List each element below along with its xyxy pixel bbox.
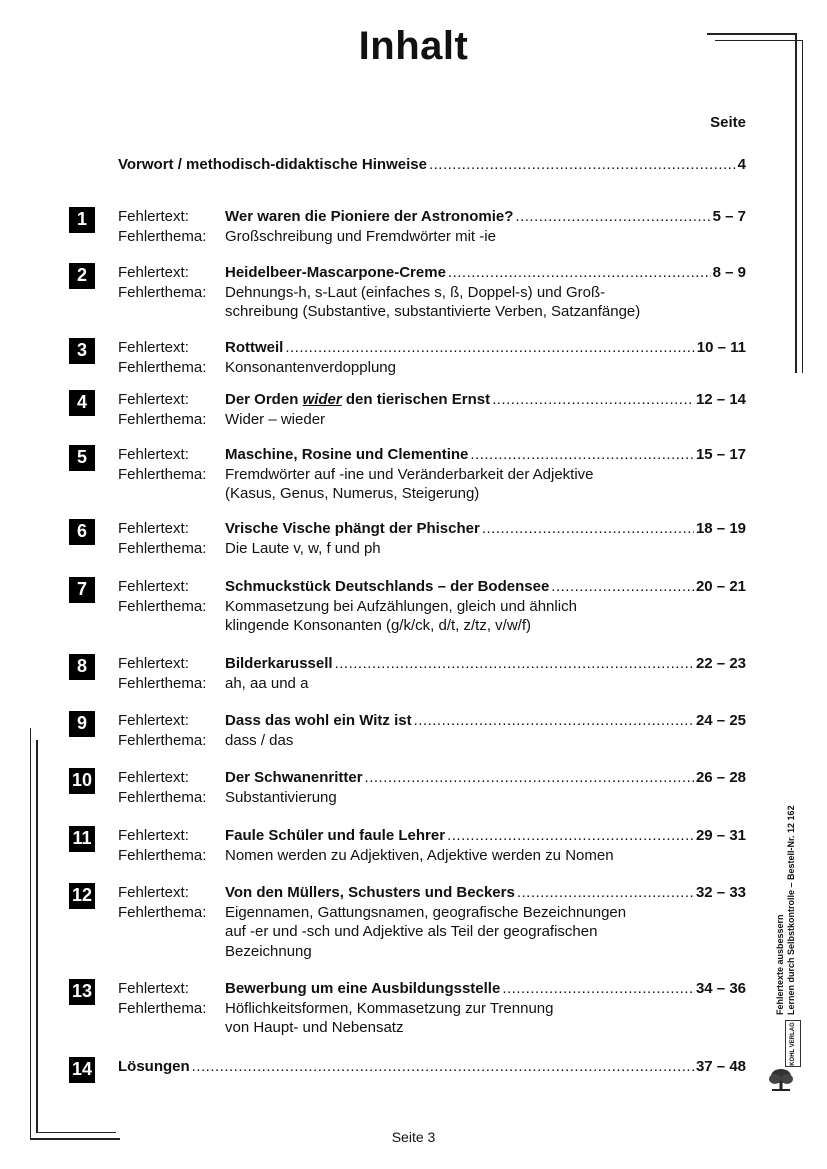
topic-line: dass / das [225,731,294,749]
fehlerthema-label: Fehlerthema: [118,788,207,806]
fehlertext-label: Fehlertext: [118,827,189,844]
fehlertext-label: Fehlertext: [118,264,189,281]
toc-entry-title: Der Schwanenritter [225,769,363,786]
topic-line: Wider – wieder [225,410,326,428]
entry-number-badge: 13 [69,979,95,1005]
toc-entry-title: Bilderkarussell [225,655,333,672]
publisher-logo-text: KOHL VERLAG [790,1021,796,1066]
page-footer: Seite 3 [391,1129,436,1145]
fehlertext-label: Fehlertext: [118,884,189,901]
entry-number-badge: 14 [69,1057,95,1083]
toc-entry-title-line[interactable] [118,1057,746,1077]
toc-leader-dots [448,263,711,283]
topic-line: Konsonantenverdopplung [225,358,396,376]
toc-entry-topic [225,846,614,866]
frame-top-right-v2 [802,40,803,373]
toc-vorwort-pages: 4 [737,156,746,173]
topic-line: auf -er und -sch und Adjektive als Teil der geografischen [225,923,598,940]
toc-entry-topic [225,731,293,751]
entry-number-badge: 9 [69,711,95,737]
toc-leader-dots [429,155,736,175]
topic-line: klingende Konsonanten (g/k/ck, d/t, z/tz, v/w/f) [225,617,531,634]
toc-leader-dots [482,519,694,539]
toc-leader-dots [551,577,694,597]
page-title: Inhalt [358,24,469,68]
toc-entry-pages: 15 – 17 [695,446,746,463]
toc-leader-dots [285,338,694,358]
toc-entry-title: Heidelbeer-Mascarpone-Creme [225,264,446,281]
entry-number-badge: 5 [69,445,95,471]
toc-entry-title-line[interactable] [225,207,746,227]
toc-leader-dots [414,711,694,731]
toc-entry-title-line[interactable] [225,826,746,846]
topic-line: Eigennamen, Gattungsnamen, geografische Bezeichnungen [225,903,627,921]
title-emphasis: wider [302,391,342,408]
toc-entry-pages: 12 – 14 [695,391,746,408]
entry-number-badge: 10 [69,768,95,794]
fehlerthema-label: Fehlerthema: [118,597,207,615]
title-part: den tierischen Ernst [341,391,491,408]
toc-entry-title: Wer waren die Pioniere der Astronomie? [225,208,514,225]
toc-entry-title-line[interactable] [225,979,746,999]
toc-leader-dots [492,390,694,410]
toc-entry-title-line[interactable] [225,390,746,410]
toc-entry-title: Bewerbung um eine Ausbildungsstelle [225,980,501,997]
fehlertext-label: Fehlertext: [118,391,189,408]
topic-line: ah, aa und a [225,674,309,692]
toc-entry-pages: 34 – 36 [695,980,746,997]
toc-leader-dots [502,979,694,999]
fehlerthema-label: Fehlerthema: [118,674,207,692]
toc-entry-pages: 5 – 7 [712,208,746,225]
topic-line: Nomen werden zu Adjektiven, Adjektive werden zu Nomen [225,846,614,864]
side-line-1: Fehlertexte ausbessern [775,914,785,1015]
entry-number-badge: 12 [69,883,95,909]
fehlerthema-label: Fehlerthema: [118,358,207,376]
toc-entry-title-line[interactable] [225,338,746,358]
fehlertext-label: Fehlertext: [118,578,189,595]
topic-line: Substantivierung [225,788,337,806]
entry-number-badge: 7 [69,577,95,603]
fehlerthema-label: Fehlerthema: [118,410,207,428]
fehlertext-label: Fehlertext: [118,712,189,729]
fehlerthema-label: Fehlerthema: [118,283,207,301]
toc-entry-title-line[interactable] [225,577,746,597]
toc-entry-topic [225,999,553,1038]
toc-leader-dots [515,207,710,227]
topic-line: Höflichkeitsformen, Kommasetzung zur Trennung [225,999,554,1017]
topic-line: Fremdwörter auf -ine und Veränderbarkeit der Adjektive [225,465,594,483]
fehlerthema-label: Fehlerthema: [118,903,207,921]
page-column-header: Seite [710,114,746,131]
toc-entry-title: Rottweil [225,339,284,356]
fehlerthema-label: Fehlerthema: [118,465,207,483]
toc-entry-topic [225,465,594,504]
toc-entry-title-line[interactable] [225,445,746,465]
entry-number-badge: 4 [69,390,95,416]
fehlerthema-label: Fehlerthema: [118,731,207,749]
toc-entry-title-line[interactable] [225,654,746,674]
topic-line: Die Laute v, w, f und ph [225,539,381,557]
toc-entry-title: Maschine, Rosine und Clementine [225,446,469,463]
entry-number-badge: 6 [69,519,95,545]
fehlertext-label: Fehlertext: [118,446,189,463]
toc-entry-title-line[interactable] [225,883,746,903]
toc-entry-pages: 37 – 48 [695,1058,746,1075]
fehlertext-label: Fehlertext: [118,339,189,356]
frame-bottom-left-v1 [30,728,31,1139]
fehlertext-label: Fehlertext: [118,520,189,537]
entry-number-badge: 3 [69,338,95,364]
fehlertext-label: Fehlertext: [118,769,189,786]
toc-leader-dots [470,445,694,465]
toc-entry-title: Von den Müllers, Schusters und Beckers [225,884,515,901]
toc-entry-pages: 22 – 23 [695,655,746,672]
toc-leader-dots [517,883,694,903]
toc-entry-topic [225,597,577,636]
fehlerthema-label: Fehlerthema: [118,999,207,1017]
toc-entry-title [225,390,490,410]
toc-entry-title: Vrische Vische phängt der Phischer [225,520,480,537]
topic-line: schreibung (Substantive, substantivierte Verben, Satzanfänge) [225,303,641,320]
toc-entry-pages: 26 – 28 [695,769,746,786]
frame-bottom-left-v2 [36,740,38,1133]
fehlerthema-label: Fehlerthema: [118,539,207,557]
entry-number-badge: 1 [69,207,95,233]
side-line-2: Lernen durch Selbstkontrolle – Bestell-Nr. 12 162 [786,805,796,1015]
toc-entry-topic [225,227,496,247]
fehlerthema-label: Fehlerthema: [118,227,207,245]
fehlertext-label: Fehlertext: [118,980,189,997]
topic-line: Bezeichnung [225,942,312,960]
entry-number-badge: 2 [69,263,95,289]
toc-entry-topic [225,539,381,559]
fehlerthema-label: Fehlerthema: [118,846,207,864]
tree-logo-icon [768,1068,794,1092]
toc-entry-title: Schmuckstück Deutschlands – der Bodensee [225,578,550,595]
topic-line: (Kasus, Genus, Numerus, Steigerung) [225,485,480,502]
toc-entry-pages: 29 – 31 [695,827,746,844]
publisher-logo [785,1020,801,1067]
toc-entry-topic [225,410,325,430]
title-part: Der Orden [225,391,303,408]
toc-entry-pages: 20 – 21 [695,578,746,595]
toc-leader-dots [447,826,694,846]
toc-vorwort-entry[interactable] [118,155,746,175]
toc-entry-title-line[interactable] [225,519,746,539]
entry-number-badge: 8 [69,654,95,680]
topic-line: Kommasetzung bei Aufzählungen, gleich und ähnlich [225,597,577,615]
toc-entry-topic [225,283,640,322]
toc-leader-dots [365,768,694,788]
toc-leader-dots [335,654,694,674]
frame-top-right-v1 [795,33,797,373]
toc-entry-pages: 24 – 25 [695,712,746,729]
topic-line: Dehnungs-h, s-Laut (einfaches s, ß, Doppel-s) und Groß- [225,283,606,301]
topic-line: von Haupt- und Nebensatz [225,1019,404,1036]
toc-entry-title: Faule Schüler und faule Lehrer [225,827,446,844]
toc-entry-pages: 32 – 33 [695,884,746,901]
toc-vorwort-title: Vorwort / methodisch-didaktische Hinweise [118,156,427,173]
toc-entry-topic [225,903,626,962]
toc-entry-topic [225,674,308,694]
toc-entry-title-line[interactable] [225,263,746,283]
toc-entry-topic [225,358,396,378]
fehlertext-label: Fehlertext: [118,655,189,672]
entry-number-badge: 11 [69,826,95,852]
toc-entry-title-line[interactable] [225,711,746,731]
toc-entry-pages: 10 – 11 [696,339,746,356]
toc-entry-pages: 18 – 19 [695,520,746,537]
toc-entry-title: Lösungen [118,1058,190,1075]
fehlertext-label: Fehlertext: [118,208,189,225]
topic-line: Großschreibung und Fremdwörter mit -ie [225,227,496,245]
toc-leader-dots [192,1057,694,1077]
toc-entry-topic [225,788,337,808]
side-publisher-text [775,805,797,1015]
toc-entry-title: Dass das wohl ein Witz ist [225,712,412,729]
toc-entry-title-line[interactable] [225,768,746,788]
toc-entry-pages: 8 – 9 [712,264,746,281]
